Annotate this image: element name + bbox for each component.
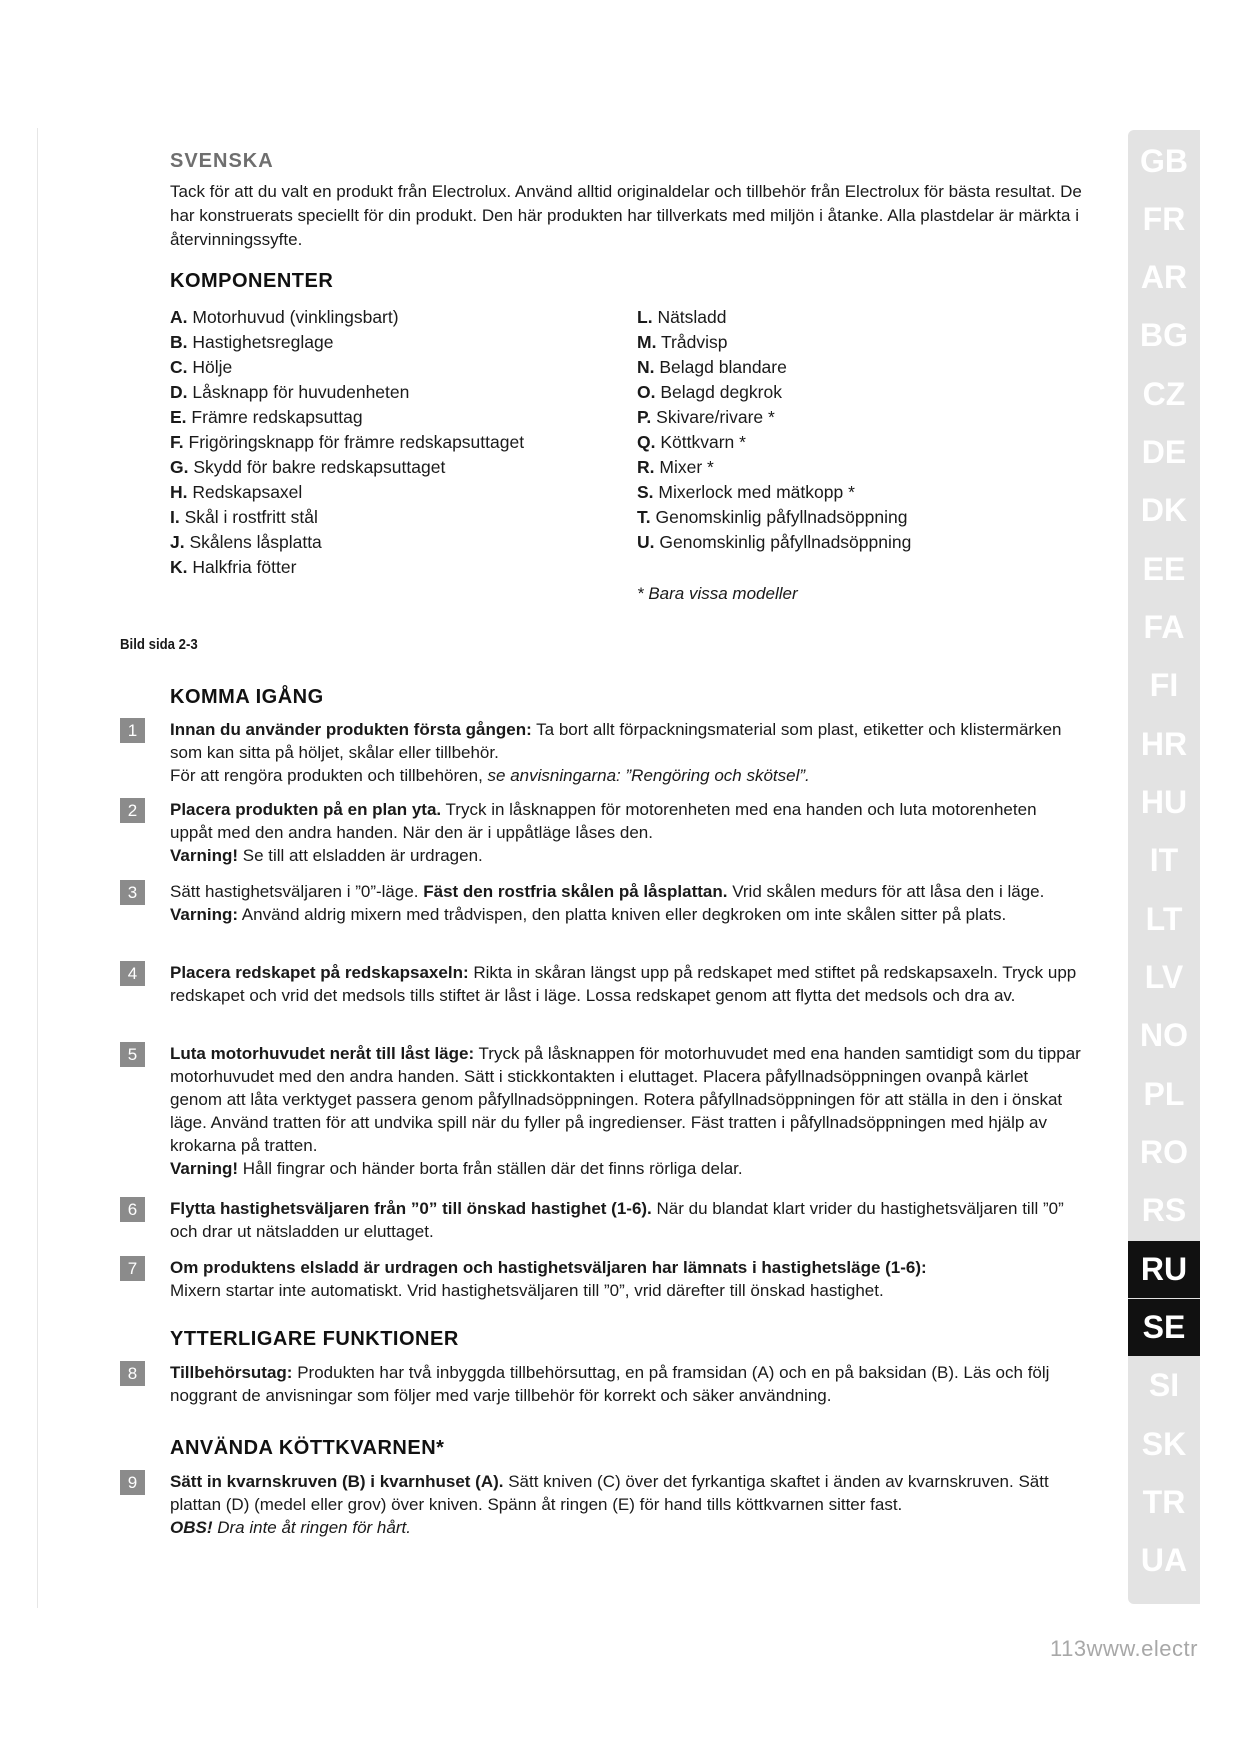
component-item: E. Främre redskapsuttag bbox=[170, 407, 363, 427]
lang-tab-ee[interactable]: EE bbox=[1142, 551, 1186, 587]
step-4: Placera redskapet på redskapsaxeln: Rikta in skåran längst upp på redskapet med stiftet på redskapsaxeln. Tryck upp redskapet och vrid det medsols tills stiftet är låst i läge. Lossa redskapet genom att flytta det medsols och dra av. bbox=[170, 963, 1077, 1005]
component-item: O. Belagd degkrok bbox=[637, 382, 782, 402]
getting-started-heading: KOMMA IGÅNG bbox=[170, 686, 324, 708]
step-2: Placera produkten på en plan yta. Tryck in låsknappen för motorenheten med ena handen och luta motorenheten uppåt med den andra handen. När den är i uppåtläge låses den. Varning! Se till att elsladden är urdragen. bbox=[170, 800, 1037, 865]
extra-functions-heading: YTTERLIGARE FUNKTIONER bbox=[170, 1328, 459, 1350]
components-heading: KOMPONENTER bbox=[170, 270, 334, 292]
lang-tab-lt[interactable]: LT bbox=[1145, 901, 1183, 937]
components-list-left bbox=[170, 305, 524, 580]
step-7: Om produktens elsladd är urdragen och hastighetsväljaren har lämnats i hastighetsläge (1-6): Mixern startar inte automatiskt. Vrid hastighetsväljaren till ”0”, vrid därefter till önskad hastighet. bbox=[170, 1258, 927, 1300]
lang-tab-it[interactable]: IT bbox=[1149, 842, 1179, 878]
component-item: T. Genomskinlig påfyllnadsöppning bbox=[637, 507, 908, 527]
lang-tab-gb[interactable]: GB bbox=[1140, 143, 1188, 179]
step-number-badge: 8 bbox=[120, 1361, 145, 1386]
component-item: B. Hastighetsreglage bbox=[170, 332, 334, 352]
component-item: N. Belagd blandare bbox=[637, 357, 787, 377]
step-number-badge: 5 bbox=[120, 1042, 145, 1067]
lang-tab-no[interactable]: NO bbox=[1140, 1017, 1188, 1053]
component-item: J. Skålens låsplatta bbox=[170, 532, 322, 552]
lang-tab-tr[interactable]: TR bbox=[1142, 1484, 1186, 1520]
component-item: D. Låsknapp för huvudenheten bbox=[170, 382, 410, 402]
component-item: L. Nätsladd bbox=[637, 307, 727, 327]
step-3: Sätt hastighetsväljaren i ”0”-läge. Fäst den rostfria skålen på låsplattan. Vrid skålen medurs för att låsa den i läge. Varning: Använd aldrig mixern med trådvispen, den platta kniven eller degkroken om inte skålen sitter på plats. bbox=[170, 882, 1045, 924]
step-number-badge: 7 bbox=[120, 1256, 145, 1281]
step-number-badge: 9 bbox=[120, 1470, 145, 1495]
meat-grinder-heading: ANVÄNDA KÖTTKVARNEN* bbox=[170, 1437, 445, 1459]
lang-tab-ua[interactable]: UA bbox=[1140, 1542, 1188, 1578]
lang-tab-ro[interactable]: RO bbox=[1140, 1134, 1188, 1170]
intro-paragraph: Tack för att du valt en produkt från Electrolux. Använd alltid originaldelar och tillbehör från Electrolux för bästa resultat. De har konstruerats speciellt för din produkt. Den här produkten har tillverkats med miljön i åtanke. Alla plastdelar är märkta i återvinningssyfte. bbox=[170, 182, 1082, 249]
step-1: Innan du använder produkten första gången: Ta bort allt förpackningsmaterial som plast, etiketter och klistermärken som kan sitta på höljet, skålar eller tillbehör. För att rengöra produkten och tillbehören, se anvisningarna: ”Rengöring och skötsel”. bbox=[170, 720, 1062, 785]
component-item: H. Redskapsaxel bbox=[170, 482, 303, 502]
lang-tab-si[interactable]: SI bbox=[1148, 1367, 1180, 1403]
picture-reference: Bild sida 2-3 bbox=[120, 636, 198, 653]
lang-tab-de[interactable]: DE bbox=[1141, 434, 1187, 470]
lang-tab-ar[interactable]: AR bbox=[1140, 259, 1188, 295]
page-footer: 113www.electr bbox=[1050, 1636, 1198, 1661]
component-item: F. Frigöringsknapp för främre redskapsuttaget bbox=[170, 432, 525, 452]
component-item: R. Mixer * bbox=[637, 457, 714, 477]
component-item: Q. Köttkvarn * bbox=[637, 432, 746, 452]
lang-tab-sk[interactable]: SK bbox=[1141, 1426, 1187, 1462]
lang-tab-fi[interactable]: FI bbox=[1149, 667, 1179, 703]
step-5: Luta motorhuvudet neråt till låst läge: Tryck på låsknappen för motorhuvudet med ena handen samtidigt som du tippar motorhuvudet med den andra handen. Sätt i stickkontakten i eluttaget. Placera påfyllnadsöppningen ovanpå kärlet genom att låta verktyget passera genom påfyllnadsöppningen. Rotera påfyllnadsöppningen för att ställa in den i önskat läge. Använd tratten för att undvika spill när du fyller på ingredienser. Fäst tratten i påfyllnadsöppningen med hjälp av krokarna på tratten. Varning! Håll fingrar och händer borta från ställen där det finns rörliga delar. bbox=[170, 1044, 1081, 1178]
lang-tab-hr[interactable]: HR bbox=[1140, 726, 1188, 762]
component-item: K. Halkfria fötter bbox=[170, 557, 297, 577]
component-item: A. Motorhuvud (vinklingsbart) bbox=[170, 307, 399, 327]
lang-tab-fa[interactable]: FA bbox=[1143, 609, 1185, 645]
components-list-right bbox=[637, 305, 911, 555]
component-item: U. Genomskinlig påfyllnadsöppning bbox=[637, 532, 912, 552]
component-item: M. Trådvisp bbox=[637, 332, 728, 352]
lang-tab-dk[interactable]: DK bbox=[1140, 492, 1188, 528]
lang-tab-rs[interactable]: RS bbox=[1141, 1192, 1187, 1228]
step-9: Sätt in kvarnskruven (B) i kvarnhuset (A). Sätt kniven (C) över det fyrkantiga skaftet i änden av kvarnskruven. Sätt plattan (D) (medel eller grov) över kniven. Spänn åt ringen (E) för hand tills köttkvarnen sitter fast. OBS! Dra inte åt ringen för hårt. bbox=[170, 1472, 1049, 1537]
lang-tab-bg[interactable]: BG bbox=[1140, 317, 1188, 353]
component-item: P. Skivare/rivare * bbox=[637, 407, 775, 427]
lang-tab-lv[interactable]: LV bbox=[1144, 959, 1184, 995]
margin-rule bbox=[37, 128, 38, 1608]
component-item: G. Skydd för bakre redskapsuttaget bbox=[170, 457, 446, 477]
lang-tab-cz[interactable]: CZ bbox=[1142, 376, 1186, 412]
step-6: Flytta hastighetsväljaren från ”0” till önskad hastighet (1-6). När du blandat klart vrider du hastighetsväljaren till ”0” och drar ut nätsladden ur eluttaget. bbox=[170, 1199, 1064, 1241]
step-number-badge: 6 bbox=[120, 1197, 145, 1222]
step-8: Tillbehörsutag: Produkten har två inbyggda tillbehörsuttag, en på framsidan (A) och en på baksidan (B). Läs och följ noggrant de anvisningar som följer med varje tillbehör för korrekt och säker användning. bbox=[170, 1363, 1050, 1405]
lang-tab-hu[interactable]: HU bbox=[1140, 784, 1188, 820]
lang-tab-fr[interactable]: FR bbox=[1142, 201, 1186, 237]
step-number-badge: 1 bbox=[120, 718, 145, 743]
step-number-badge: 3 bbox=[120, 880, 145, 905]
lang-tab-ru[interactable]: RU bbox=[1128, 1241, 1200, 1298]
component-item: C. Hölje bbox=[170, 357, 233, 377]
language-heading: SVENSKA bbox=[170, 150, 274, 172]
step-number-badge: 2 bbox=[120, 798, 145, 823]
lang-tab-pl[interactable]: PL bbox=[1143, 1076, 1185, 1112]
lang-tab-se[interactable]: SE bbox=[1128, 1299, 1200, 1356]
component-item: I. Skål i rostfritt stål bbox=[170, 507, 318, 527]
models-note: * Bara vissa modeller bbox=[637, 584, 798, 603]
step-number-badge: 4 bbox=[120, 961, 145, 986]
component-item: S. Mixerlock med mätkopp * bbox=[637, 482, 855, 502]
